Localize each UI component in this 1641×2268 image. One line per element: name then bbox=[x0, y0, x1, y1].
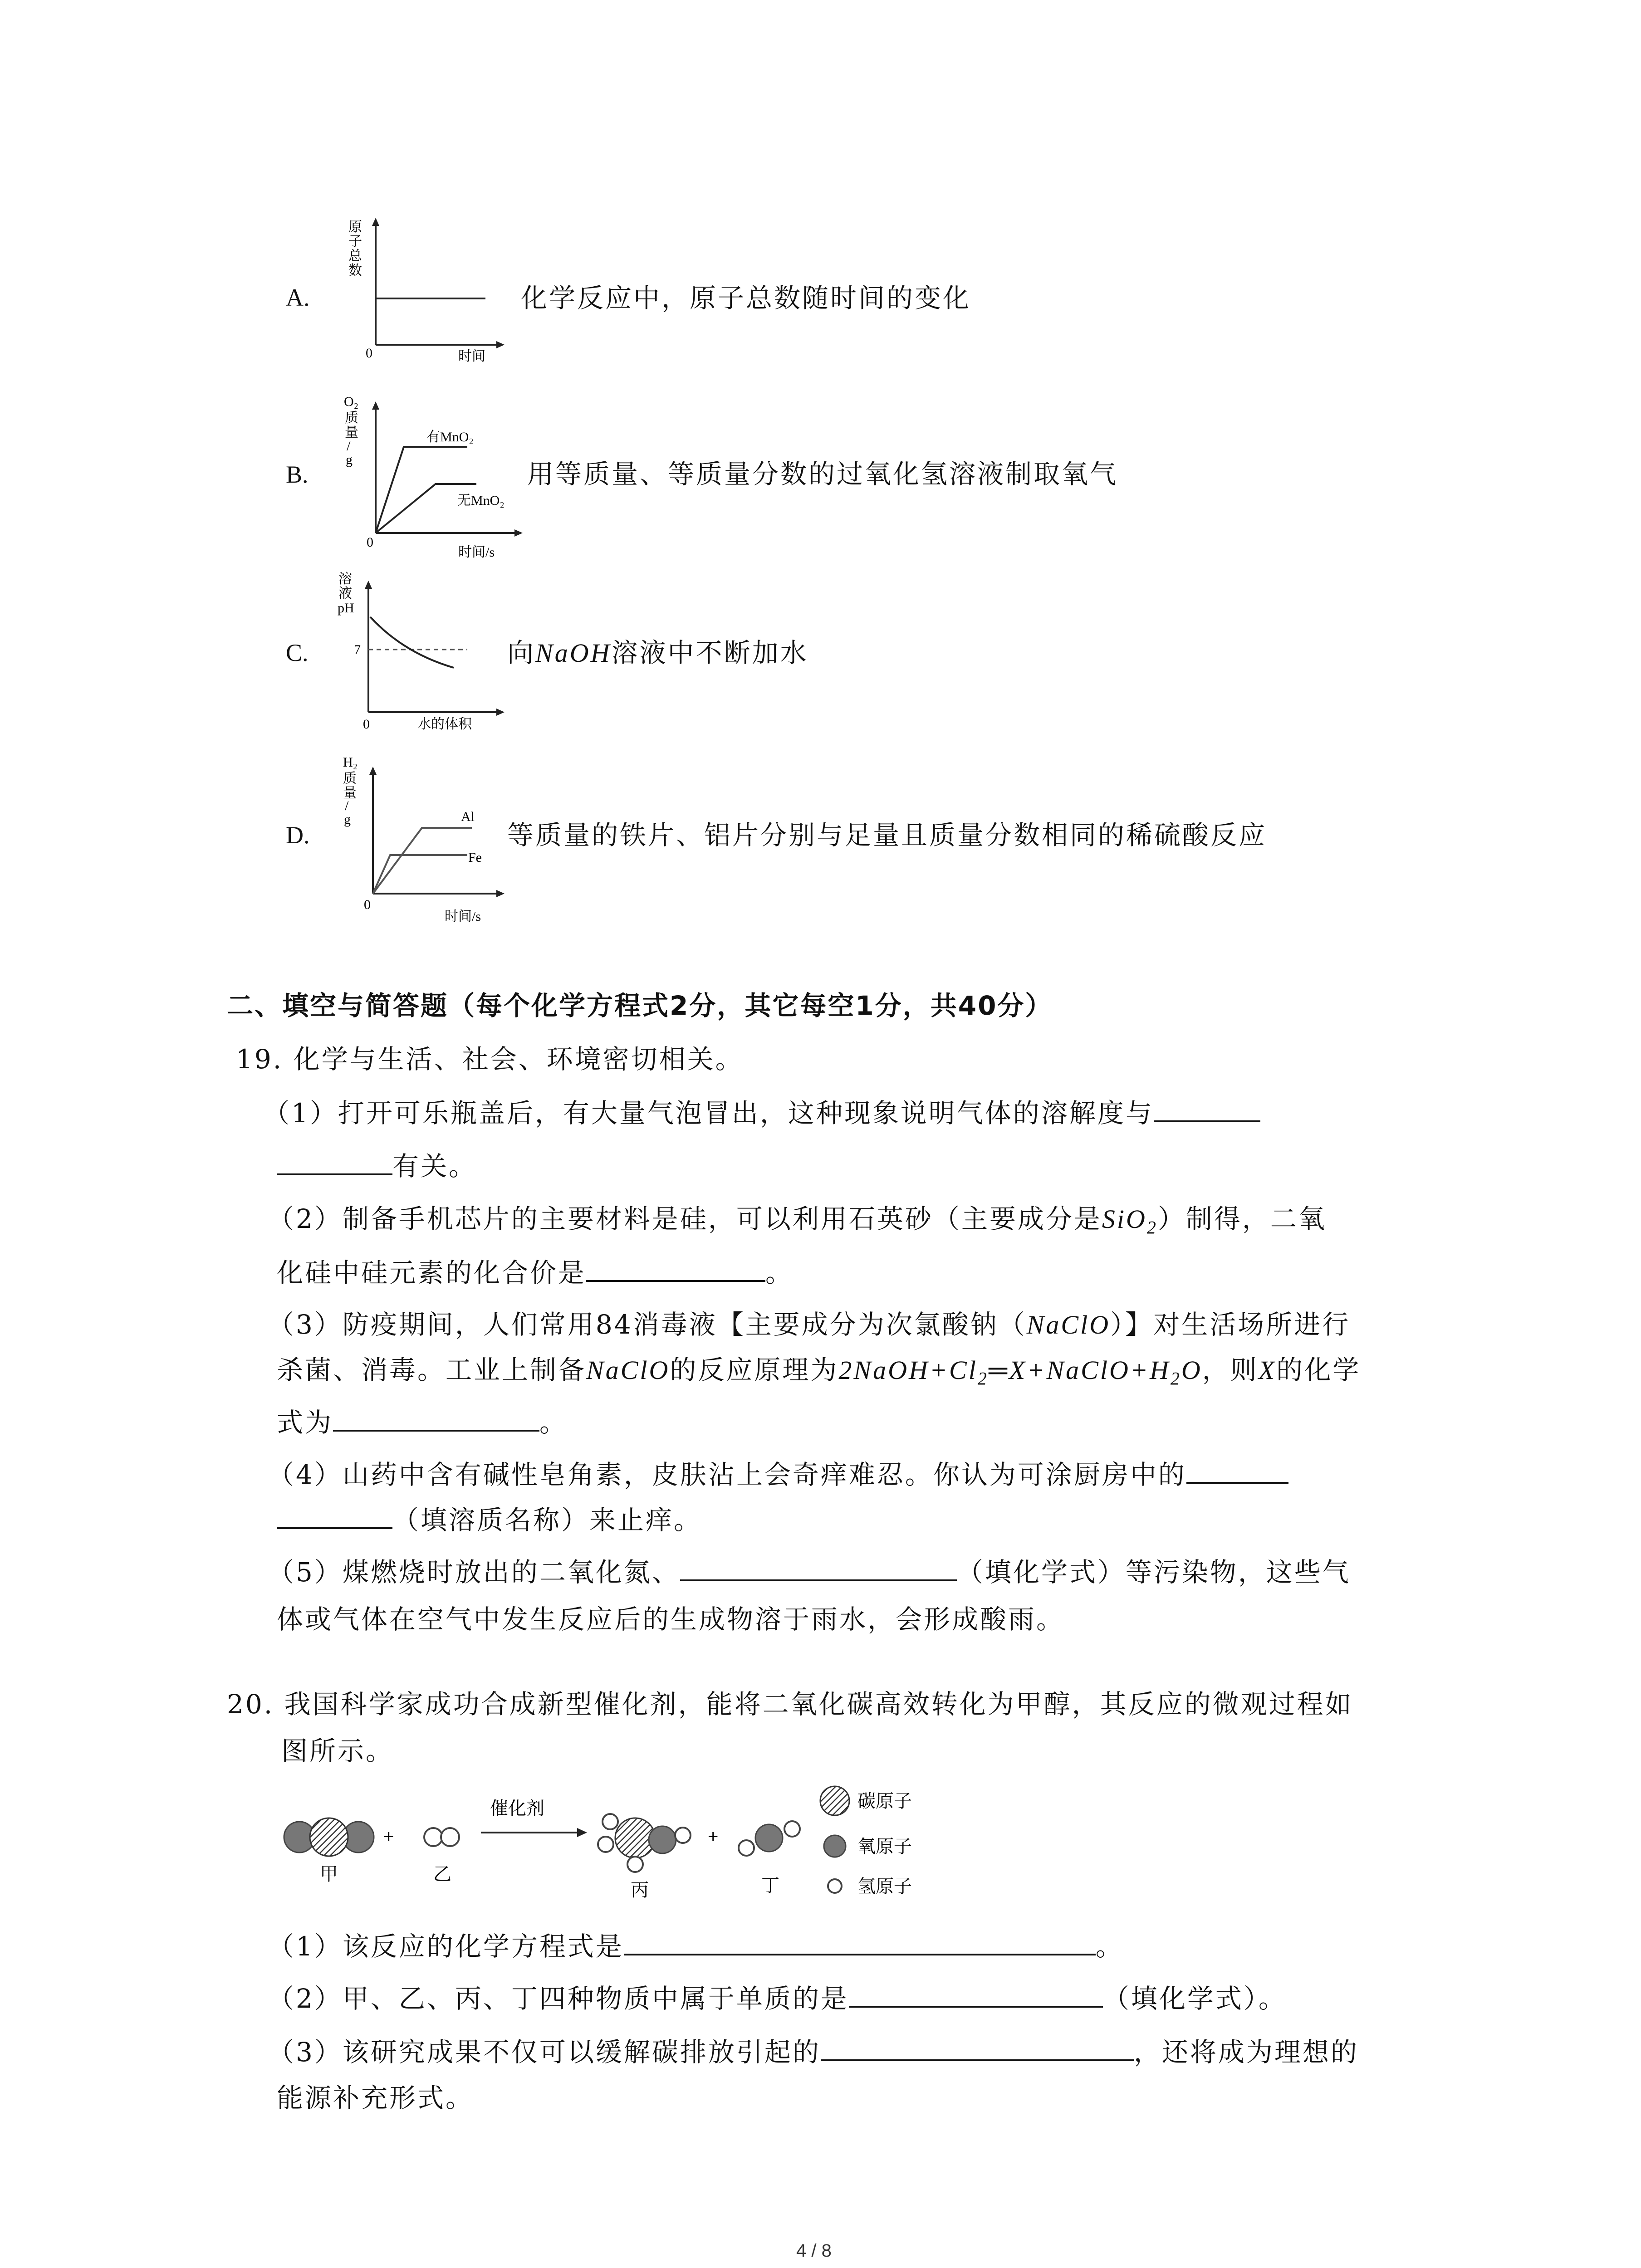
graph-b-line-no-mno2 bbox=[376, 484, 476, 533]
q19-part3-text-g: 式为 bbox=[277, 1407, 333, 1438]
graph-d-ylabel-1: 质 bbox=[343, 771, 357, 786]
graph-a-xlabel: 时间 bbox=[458, 349, 485, 363]
q20-part3-line2: 能源补充形式。 bbox=[277, 2082, 474, 2113]
q19-blank-3[interactable] bbox=[333, 1402, 539, 1432]
label-yi: 乙 bbox=[433, 1864, 451, 1884]
q19-part5-text-c: 体或气体在空气中发生反应后的生成物溶于雨水，会形成酸雨。 bbox=[277, 1604, 1065, 1635]
q19-part1-text: （1）打开可乐瓶盖后，有大量气泡冒出，这种现象说明气体的溶解度与 bbox=[263, 1098, 1154, 1129]
graph-b-xlabel: 时间/s bbox=[458, 545, 495, 560]
q19-blank-2[interactable] bbox=[586, 1252, 765, 1282]
graph-d-xlabel: 时间/s bbox=[445, 909, 481, 924]
legend-oxygen: 氧原子 bbox=[857, 1837, 912, 1857]
graph-d-series-2: Fe bbox=[468, 850, 482, 865]
graph-c-ref-tick: 7 bbox=[354, 642, 361, 657]
q19-part3-line2 bbox=[277, 1349, 1361, 1399]
graph-a-ylabel-3: 总 bbox=[348, 249, 362, 264]
legend bbox=[820, 1786, 912, 1897]
q19-part4-line2 bbox=[277, 1499, 702, 1540]
q19-blank-4a[interactable] bbox=[1186, 1454, 1288, 1484]
graph-d-ylabel-3: / bbox=[345, 798, 349, 813]
label-jia: 甲 bbox=[320, 1864, 338, 1884]
q19-part2-formula-sub: 2 bbox=[1146, 1217, 1158, 1238]
option-c-text-suffix: 溶液中不断加水 bbox=[611, 637, 808, 668]
q19-part4-line1 bbox=[268, 1454, 1288, 1495]
q19-part4-text: （4）山药中含有碱性皂角素，皮肤沾上会奇痒难忍。你认为可涂厨房中的 bbox=[268, 1459, 1186, 1490]
label-ding: 丁 bbox=[761, 1876, 779, 1896]
option-b-letter: B. bbox=[286, 461, 309, 488]
q19-part5-text: （5）煤燃烧时放出的二氧化氮、 bbox=[268, 1557, 680, 1588]
graph-c-origin: 0 bbox=[363, 717, 370, 732]
graph-b-ylabel-1: 质 bbox=[345, 411, 358, 425]
option-a-text: 化学反应中，原子总数随时间的变化 bbox=[521, 283, 971, 313]
graph-d-ylabel-4: g bbox=[344, 812, 351, 827]
q19-blank-1a[interactable] bbox=[1154, 1092, 1260, 1122]
option-c-letter: C. bbox=[286, 639, 309, 666]
q20-blank-2[interactable] bbox=[849, 1978, 1103, 2008]
q20-blank-1[interactable] bbox=[624, 1926, 1096, 1955]
graph-b-ylabel-4: g bbox=[346, 452, 353, 467]
q19-part2-formula: SiO bbox=[1102, 1204, 1147, 1234]
q20-blank-3[interactable] bbox=[821, 2031, 1134, 2061]
option-c-formula: NaOH bbox=[535, 638, 612, 668]
q20-part2-text: （2）甲、乙、丙、丁四种物质中属于单质的是 bbox=[268, 1983, 849, 2014]
q19-part2-end: 。 bbox=[765, 1257, 794, 1288]
graph-b-series-2: 无MnO₂ bbox=[457, 493, 505, 508]
graph-d-ylabel-2: 量 bbox=[343, 786, 357, 801]
q19-part3-end: 。 bbox=[539, 1407, 568, 1438]
q19-part2-text-c: 化硅中硅元素的化合价是 bbox=[277, 1257, 587, 1288]
q19-part5-text-b: （填化学式）等污染物，这些气 bbox=[956, 1557, 1351, 1588]
arrow-label: 催化剂 bbox=[490, 1799, 544, 1818]
option-a-letter: A. bbox=[286, 284, 310, 311]
q19-part3-text-f: 的化学 bbox=[1276, 1354, 1361, 1385]
q19-part3-formula-1: NaClO bbox=[1026, 1310, 1111, 1339]
q19-part3-formula-2: NaClO bbox=[586, 1355, 670, 1385]
q19-part4-end: （填溶质名称）来止痒。 bbox=[392, 1505, 702, 1535]
option-b-text: 用等质量、等质量分数的过氧化氢溶液制取氧气 bbox=[527, 459, 1118, 489]
graph-a-ylabel-2: 子 bbox=[348, 234, 362, 249]
q19-part3-line1 bbox=[268, 1304, 1350, 1345]
option-d-letter: D. bbox=[286, 821, 310, 849]
q19-part2-line2 bbox=[277, 1252, 794, 1293]
q19-blank-1b[interactable] bbox=[277, 1145, 392, 1175]
graph-a-ylabel-4: 数 bbox=[348, 263, 362, 278]
molecule-h2o bbox=[739, 1821, 800, 1856]
graph-c-ylabel-1: 溶 bbox=[338, 572, 352, 587]
option-c-text-prefix: 向 bbox=[507, 637, 536, 668]
plus-1: + bbox=[383, 1827, 394, 1847]
graph-d-origin: 0 bbox=[364, 897, 371, 912]
graph-c-ylabel-2: 液 bbox=[338, 586, 352, 601]
q19-part5-line1 bbox=[268, 1551, 1351, 1593]
q19-stem: 19. 化学与生活、社会、环境密切相关。 bbox=[236, 1044, 744, 1075]
graph-d-ylabel-top: H₂ bbox=[343, 755, 358, 770]
q19-part3-equation: $2NaOH+Cl_2═X+NaClO+H_2O$ bbox=[838, 1355, 1202, 1389]
q20-reaction-diagram bbox=[272, 1778, 1452, 1928]
q20-part2-end: （填化学式）。 bbox=[1102, 1983, 1287, 2014]
q19-part2-text: （2）制备手机芯片的主要材料是硅，可以利用石英砂（主要成分是 bbox=[268, 1203, 1102, 1234]
page-number: 4 / 8 bbox=[796, 2241, 832, 2261]
q19-part3-text-b: ）】对生活场所进行 bbox=[1110, 1309, 1351, 1340]
molecule-co2 bbox=[284, 1818, 374, 1856]
q20-part3-line1 bbox=[268, 2031, 1359, 2072]
legend-hydrogen: 氢原子 bbox=[857, 1877, 912, 1897]
q20-stem-line2: 图所示。 bbox=[281, 1735, 394, 1766]
q19-blank-4b[interactable] bbox=[277, 1499, 392, 1529]
q19-part3-text-e: ，则 bbox=[1202, 1354, 1259, 1385]
option-d-graph bbox=[336, 753, 508, 925]
q20-part1-text: （1）该反应的化学方程式是 bbox=[268, 1931, 624, 1962]
q19-part1-line1 bbox=[263, 1092, 1260, 1134]
q20-part1-end: 。 bbox=[1095, 1931, 1124, 1962]
graph-c-curve bbox=[370, 617, 454, 668]
graph-c-xlabel: 水的体积 bbox=[417, 717, 472, 732]
q20-part1 bbox=[268, 1926, 1124, 1967]
q20-part3-text: （3）该研究成果不仅可以缓解碳排放引起的 bbox=[268, 2037, 821, 2068]
q19-part3-text: （3）防疫期间，人们常用84消毒液【主要成分为次氯酸钠（ bbox=[268, 1309, 1027, 1340]
option-b-graph bbox=[336, 388, 526, 560]
q19-part2-text-b: ）制得，二氧 bbox=[1157, 1203, 1327, 1234]
section-heading: 二、填空与简答题（每个化学方程式2分，其它每空1分，共40分） bbox=[227, 990, 1053, 1021]
graph-b-line-mno2 bbox=[376, 447, 467, 533]
option-c-graph bbox=[336, 567, 508, 739]
q19-part5-line2 bbox=[277, 1599, 1064, 1640]
option-a-graph bbox=[336, 213, 508, 363]
option-c-text bbox=[507, 632, 808, 674]
graph-a-ylabel-1: 原 bbox=[348, 220, 362, 235]
graph-b-series-1: 有MnO₂ bbox=[426, 430, 474, 445]
q19-part2-line1 bbox=[268, 1198, 1327, 1248]
graph-b-origin: 0 bbox=[367, 535, 373, 550]
plus-2: + bbox=[708, 1827, 719, 1847]
label-bing: 丙 bbox=[631, 1880, 649, 1900]
legend-carbon: 碳原子 bbox=[857, 1791, 912, 1811]
q20-stem-line1: 20. 我国科学家成功合成新型催化剂，能将二氧化碳高效转化为甲醇，其反应的微观过程如 bbox=[227, 1689, 1353, 1720]
option-d-text: 等质量的铁片、铝片分别与足量且质量分数相同的稀硫酸反应 bbox=[507, 820, 1267, 850]
q20-part3-text-b: ，还将成为理想的 bbox=[1133, 2037, 1359, 2068]
graph-b-ylabel-2: 量 bbox=[345, 425, 358, 440]
q19-part3-line3 bbox=[277, 1402, 568, 1443]
graph-b-ylabel-3: / bbox=[347, 439, 351, 454]
q20-part2 bbox=[268, 1978, 1287, 2019]
graph-b-ylabel-top: O₂ bbox=[344, 394, 359, 409]
molecule-ch3oh bbox=[598, 1814, 691, 1872]
q19-blank-5[interactable] bbox=[680, 1551, 957, 1581]
q19-part1-end: 有关。 bbox=[392, 1151, 477, 1182]
q19-part3-x: X bbox=[1258, 1355, 1277, 1385]
q19-part1-line2 bbox=[277, 1145, 477, 1187]
q19-part3-text-d: 的反应原理为 bbox=[670, 1354, 839, 1385]
graph-a-origin: 0 bbox=[366, 346, 372, 361]
q19-part3-text-c: 杀菌、消毒。工业上制备 bbox=[277, 1354, 587, 1385]
graph-d-series-1: Al bbox=[461, 809, 475, 824]
graph-c-ylabel-3: pH bbox=[338, 601, 354, 616]
molecule-h2 bbox=[424, 1828, 459, 1846]
